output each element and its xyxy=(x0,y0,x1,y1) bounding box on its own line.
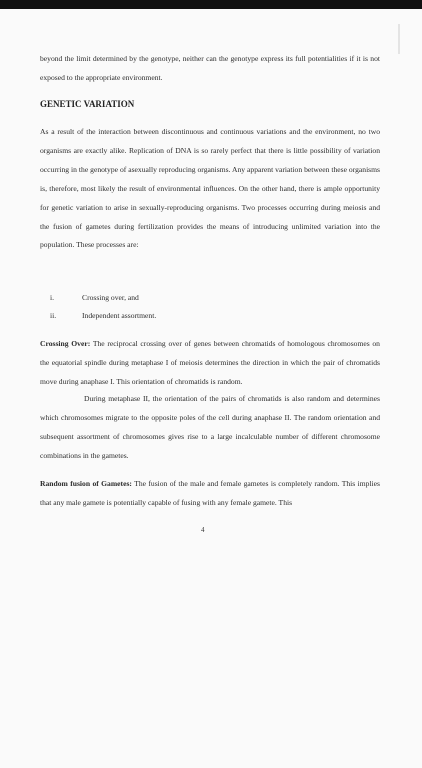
page-number: 4 xyxy=(201,526,205,534)
random-fusion-text: The fusion of the male and female gametes is completely random. This implies that any male gamete is potentially capable of fusing with any female gamete. This xyxy=(40,479,380,507)
section-heading: GENETIC VARIATION xyxy=(40,99,135,109)
list-number: i. xyxy=(50,293,55,302)
list-text: Crossing over, and xyxy=(82,293,139,302)
crossing-over-lead: Crossing Over: xyxy=(40,339,91,348)
random-fusion-lead: Random fusion of Gametes: xyxy=(40,479,132,488)
list-text: Independent assortment. xyxy=(82,311,157,320)
random-fusion-paragraph xyxy=(40,475,380,513)
crossing-over-paragraph xyxy=(40,335,380,392)
variation-paragraph: As a result of the interaction between discontinuous and continuous variations and the environment, no two organisms are exactly alike. Replication of DNA is so rarely perfect that there is little possibility of variation occurring in the genotype of asexually reproducing organisms. Any apparent variation between these organisms is, therefore, most likely the result of environmental influences. On the other hand, there is ample opportunity for genetic variation to arise in sexually-reproducing organisms. Two processes occurring during meiosis and the fusion of gametes during fertilization provides the means of introducing unlimited variation into the population. These processes are: xyxy=(40,127,380,250)
top-bar xyxy=(0,0,422,9)
metaphase-paragraph xyxy=(40,390,380,466)
crossing-over-text: The reciprocal crossing over of genes between chromatids of homologous chromosomes on the equatorial spindle during metaphase I of meiosis determines the direction in which the pair of chromatids move during anaphase I. This orientation of chromatids is random. xyxy=(40,339,380,386)
scan-mark xyxy=(398,24,400,54)
list-number: ii. xyxy=(50,311,57,320)
intro-paragraph: beyond the limit determined by the genotype, neither can the genotype express its full potentialities if it is not exposed to the appropriate environment. xyxy=(40,54,380,82)
metaphase-text: During metaphase II, the orientation of the pairs of chromatids is also random and determines which chromosomes migrate to the opposite poles of the cell during anaphase II. The random orientation and subsequent assortment of chromosomes gives rise to a large incalculable number of different chromosome combinations in the gametes. xyxy=(40,394,380,460)
